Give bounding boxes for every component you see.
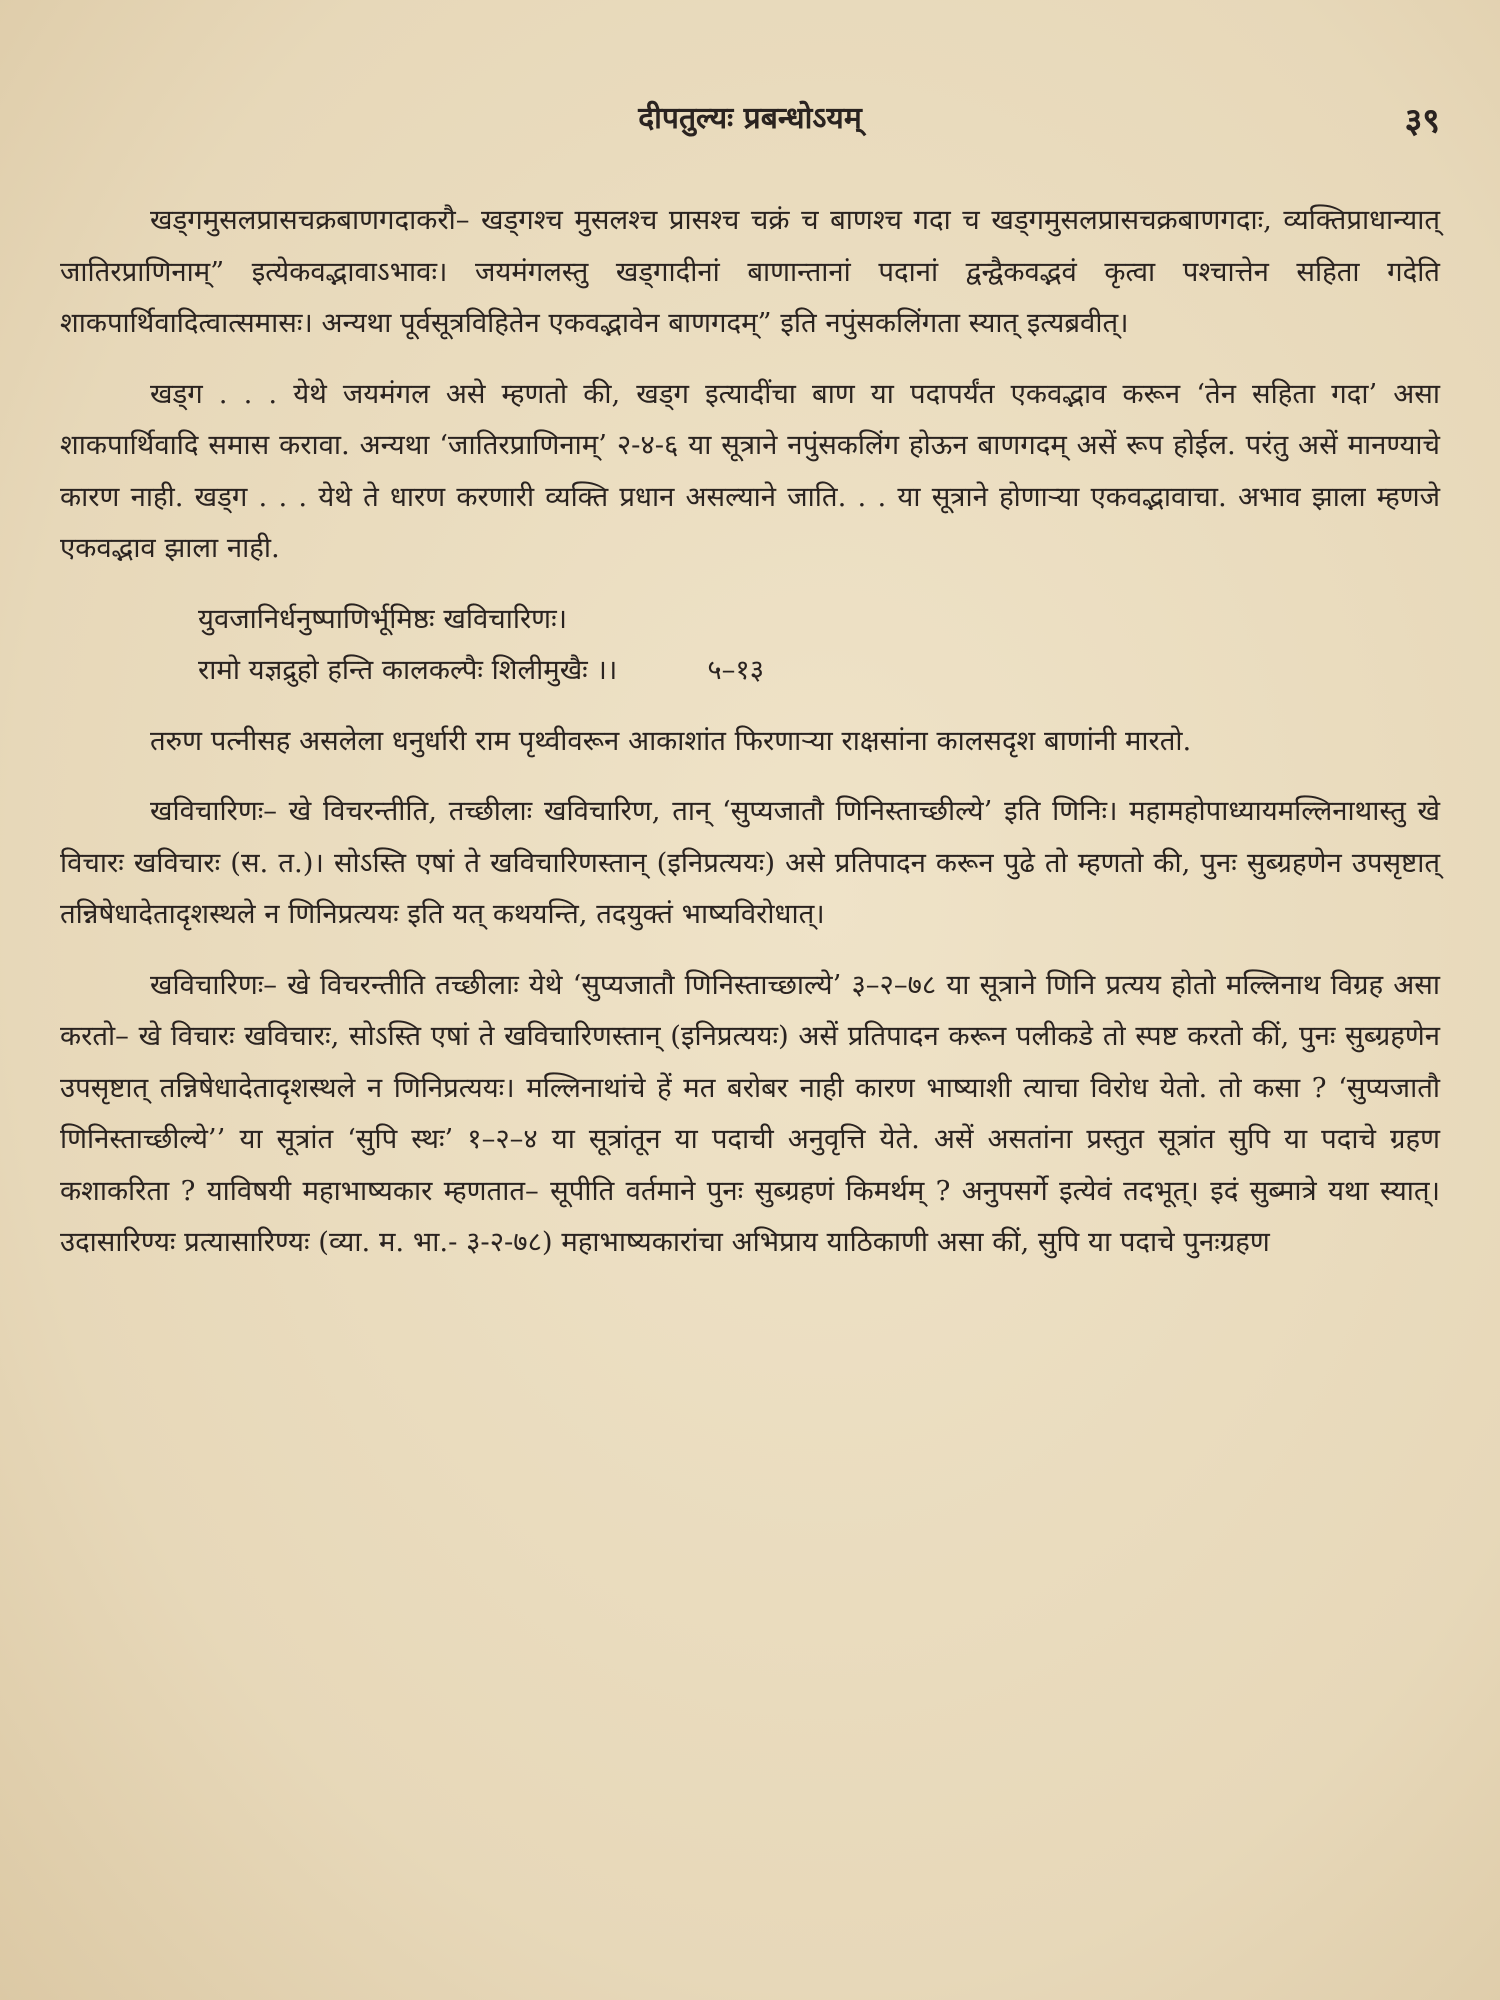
paragraph-4: खविचारिणः– खे विचरन्तीति, तच्छीलाः खविचारिण, तान् ‘सुप्यजातौ णिनिस्ताच्छील्ये’ इति णिनिः। महामहोपाध्यायमल्लिनाथास्तु खे विचारः खविचारः (स. त.)। सोऽस्ति एषां ते खविचारिणस्तान् (इनिप्रत्ययः) असे प्रतिपादन करून पुढे तो म्हणतो की, पुनः सुब्ग्रहणेन उपसृष्टात् तन्निषेधादेतादृशस्थले न णिनिप्रत्ययः इति यत् कथयन्ति, तदयुक्तं भाष्यविरोधात्। xyxy=(60,795,1440,930)
verse-block xyxy=(198,594,1440,697)
verse-line-2-text: रामो यज्ञद्रुहो हन्ति कालकल्पैः शिलीमुखैः ।। xyxy=(198,654,618,686)
paragraph-5: खविचारिणः– खे विचरन्तीति तच्छीलाः येथे ‘सुप्यजातौ णिनिस्ताच्छाल्ये’ ३–२–७८ या सूत्राने णिनि प्रत्यय होतो मल्लिनाथ विग्रह असा करतो– खे विचारः खविचारः, सोऽस्ति एषां ते खविचारिणस्तान् (इनिप्रत्ययः) असें प्रतिपादन करून पलीकडे तो स्पष्ट करतो कीं, पुनः सुब्ग्रहणेन उपसृष्टात् तन्निषेधादेतादृशस्थले न णिनिप्रत्ययः। मल्लिनाथांचे हें मत बरोबर नाही कारण भाष्याशी त्याचा विरोध येतो. तो कसा ? ‘सुप्यजातौ णिनिस्ताच्छील्ये’’ या सूत्रांत ‘सुपि स्थः’ १–२–४ या सूत्रांतून या पदाची अनुवृत्ति येते. असें असतांना प्रस्तुत सूत्रांत सुपि या पदाचे ग्रहण कशाकरिता ? याविषयी महाभाष्यकार म्हणतात– सूपीति वर्तमाने पुनः सुब्ग्रहणं किमर्थम् ? अनुपसर्गे इत्येवं तदभूत्। इदं सुब्मात्रे यथा स्यात्। उदासारिण्यः प्रत्यासारिण्यः (व्या. म. भा.- ३-२-७८) महाभाष्यकारांचा अभिप्राय याठिकाणी असा कीं, सुपि या पदाचे पुनःग्रहण xyxy=(60,968,1440,1258)
header-title: दीपतुल्यः प्रबन्धोऽयम् xyxy=(638,101,862,136)
page-number: ३९ xyxy=(1404,101,1440,141)
paragraph-3: तरुण पत्नीसह असलेला धनुर्धारी राम पृथ्वीवरून आकाशांत फिरणाऱ्या राक्षसांना कालसदृश बाणांनी मारतो. xyxy=(150,724,1192,757)
running-header xyxy=(60,96,1440,140)
verse-number: ५–१३ xyxy=(707,654,764,686)
verse-line-1: युवजानिर्धनुष्पाणिर्भूमिष्ठः खविचारिणः। xyxy=(198,602,568,635)
body-text xyxy=(60,195,1440,1269)
paragraph-1: खड्गमुसलप्रासचक्रबाणगदाकरौ– खड्गश्च मुसलश्च प्रासश्च चक्रं च बाणश्च गदा च खड्गमुसलप्रासचक्रबाणगदाः, व्यक्तिप्राधान्यात् जातिरप्राणिनाम्” इत्येकवद्भावाऽभावः। जयमंगलस्तु खड्गादीनां बाणान्तानां पदानां द्वन्द्वैकवद्भवं कृत्वा पश्चात्तेन सहिता गदेति शाकपार्थिवादित्वात्समासः। अन्यथा पूर्वसूत्रविहितेन एकवद्भावेन बाणगदम्” इति नपुंसकलिंगता स्यात् इत्यब्रवीत्। xyxy=(60,204,1440,339)
verse-line-2 xyxy=(198,645,1440,697)
paragraph-2: खड्ग . . . येथे जयमंगल असे म्हणतो की, खड्ग इत्यादींचा बाण या पदापर्यंत एकवद्भाव करून ‘तेन सहिता गदा’ असा शाकपार्थिवादि समास करावा. अन्यथा ‘जातिरप्राणिनाम्’ २-४-६ या सूत्राने नपुंसकलिंग होऊन बाणगदम् असें रूप होईल. परंतु असें मानण्याचे कारण नाही. खड्ग . . . येथे ते धारण करणारी व्यक्ति प्रधान असल्याने जाति. . . या सूत्राने होणाऱ्या एकवद्भावाचा. अभाव झाला म्हणजे एकवद्भाव झाला नाही. xyxy=(60,377,1440,564)
